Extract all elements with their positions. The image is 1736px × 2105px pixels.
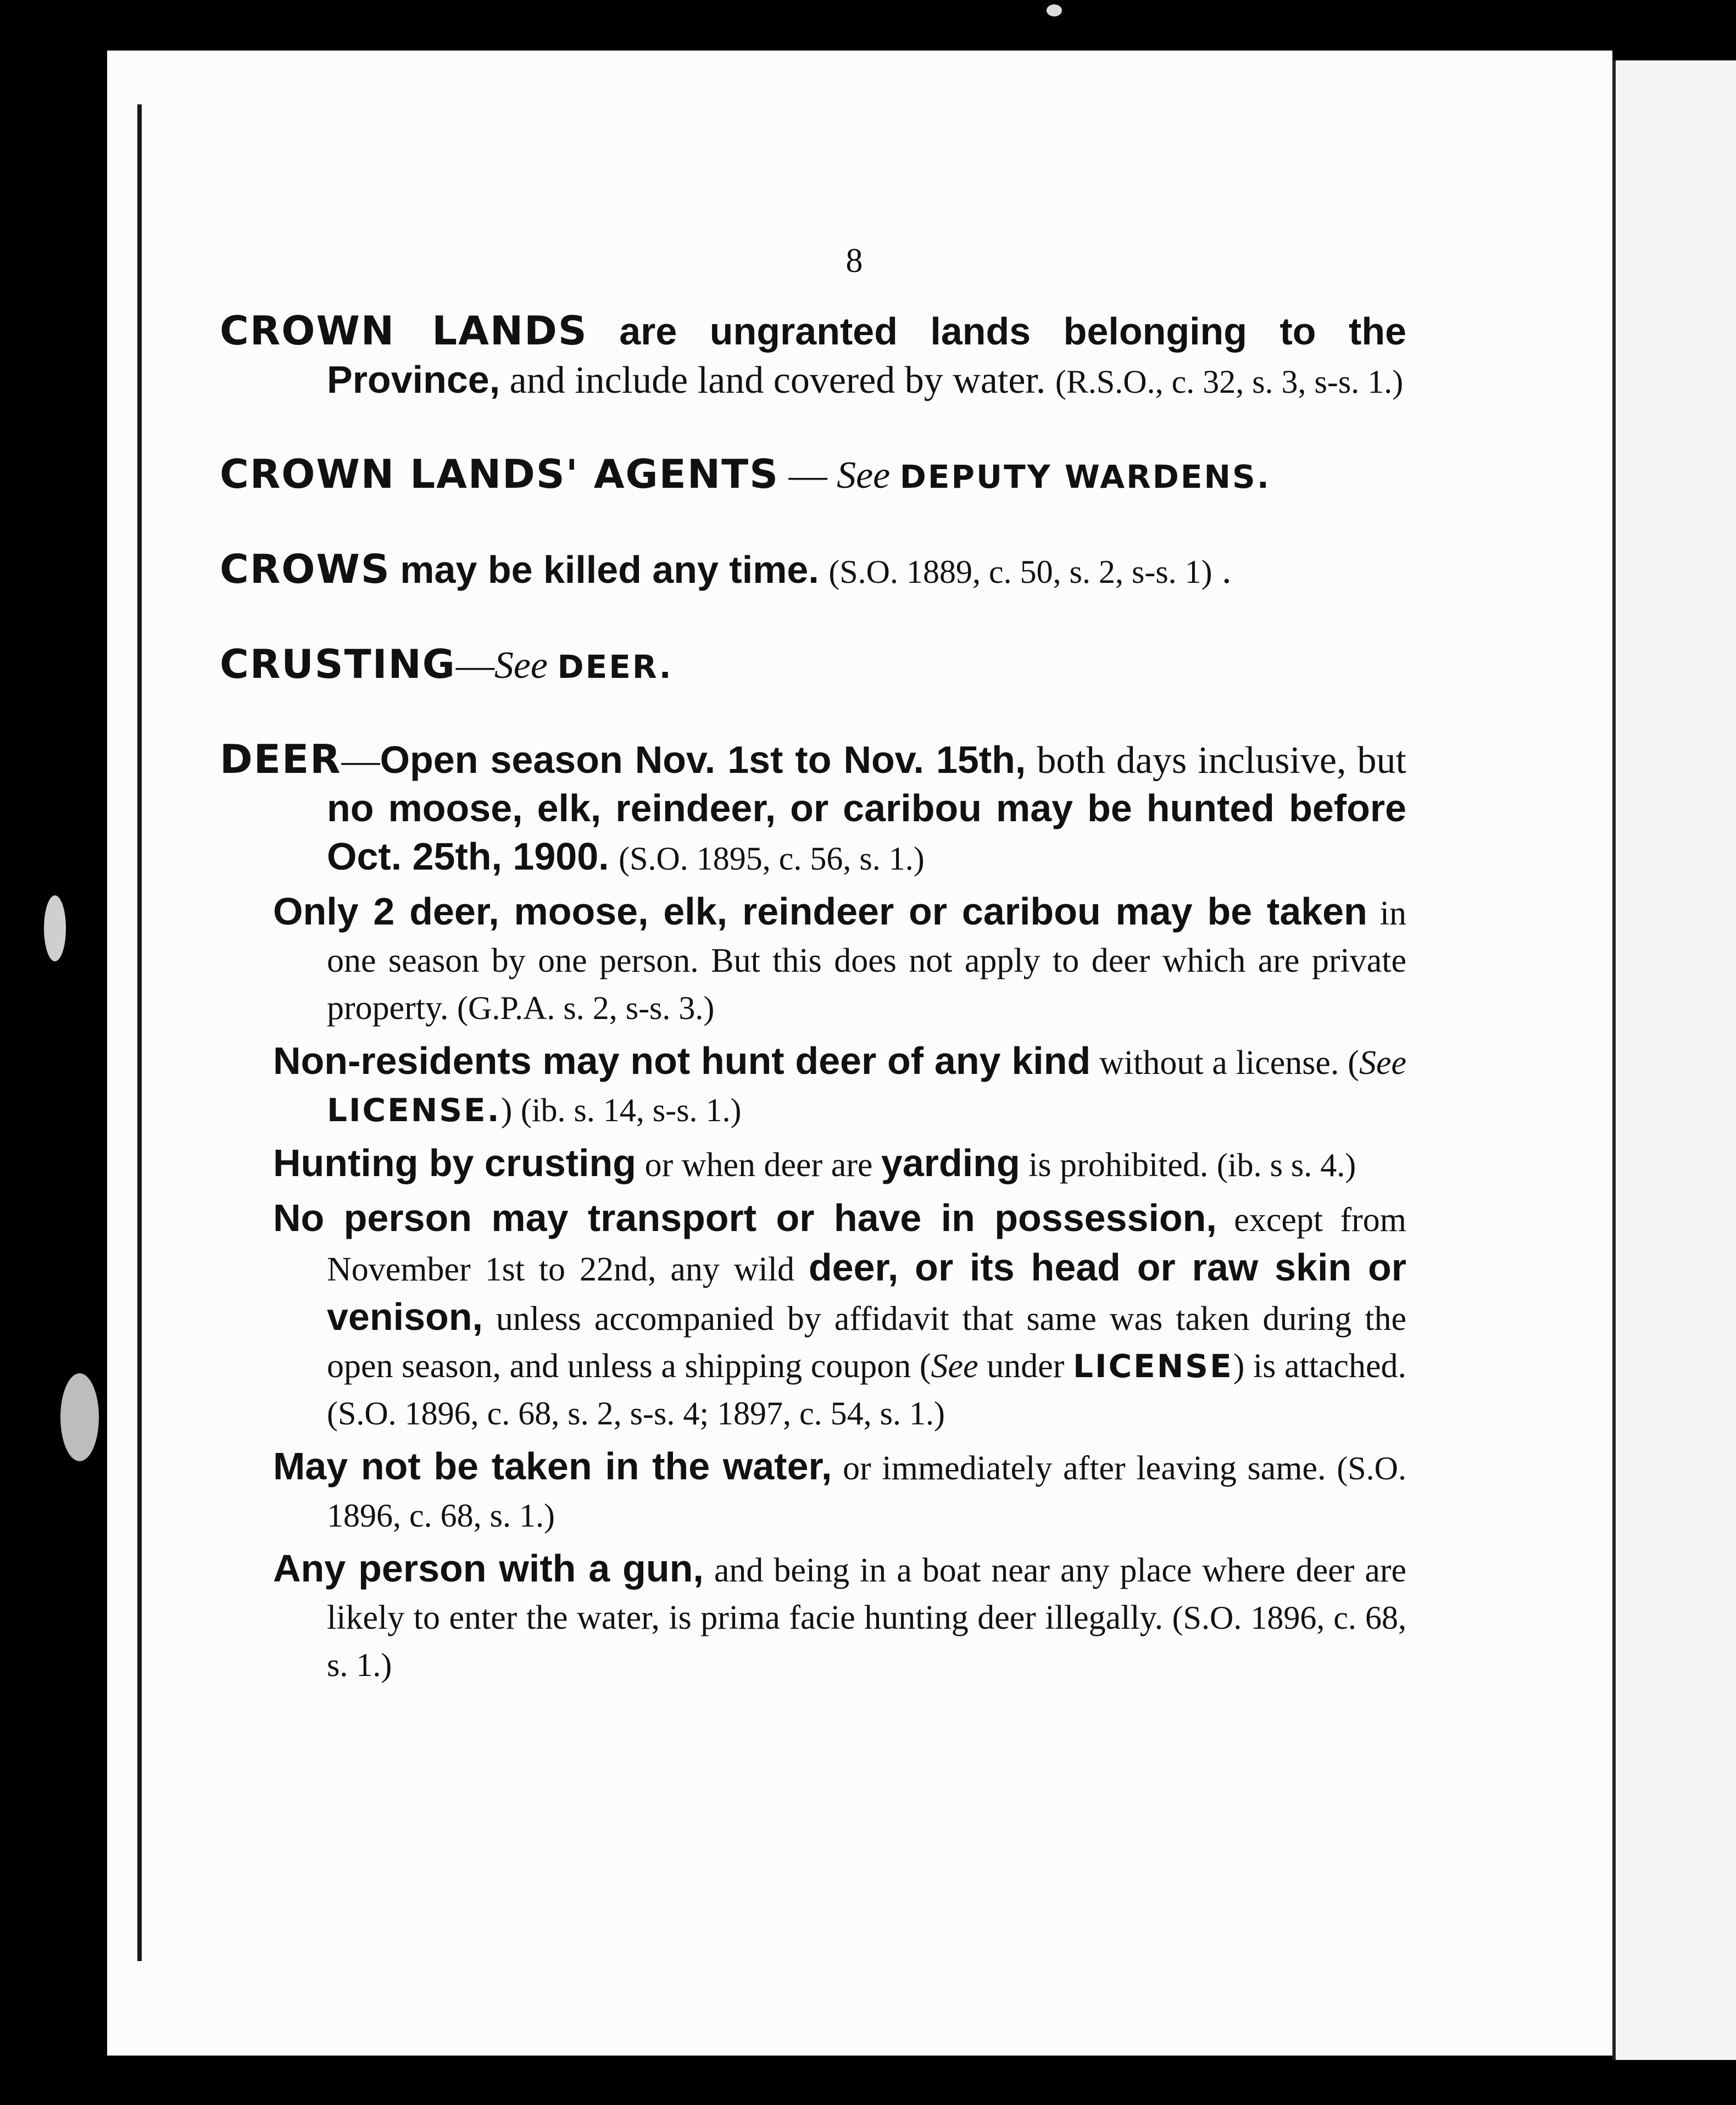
subentry-text-2: unless accompanied by affidavit that same was taken during the open season, and unless a shipping coupon <box>327 1300 1407 1385</box>
cross-reference-target: DEER. <box>557 648 673 686</box>
entry-keyword: CROWS <box>220 546 391 592</box>
statute-reference: (ib. s. 14, s-s. 1.) <box>520 1092 742 1128</box>
statute-reference: (S.O. 1896, c. 68, s. 2, s-s. 4; 1897, c. 54, s. 1.) <box>327 1395 945 1432</box>
subentry-bold-2: deer, or its head or raw skin or venison, <box>327 1246 1407 1338</box>
see-connector: under <box>987 1347 1065 1385</box>
subentry-text: and being in a boat near any place where deer are likely to enter the water, is prima facie hunting deer illegally. <box>327 1552 1406 1636</box>
entry-keyword: CRUSTING <box>220 641 456 687</box>
subentry-bold: May not be taken in the water, <box>273 1445 832 1488</box>
binding-rule <box>137 104 142 1961</box>
subentry-bold: Only 2 deer, moose, elk, reindeer or caribou may be taken <box>273 890 1367 933</box>
subentry-bold: No person may transport or have in possession, <box>273 1196 1217 1239</box>
subentry-text: in one season by one person. But this does not apply to deer which are private property. <box>327 895 1406 1027</box>
entry-bold-text: may be killed any time. <box>400 548 819 591</box>
entry-text: and include land covered by water. <box>509 359 1046 402</box>
statute-reference: (S.O. 1895, c. 56, s. 1.) <box>619 840 925 877</box>
deer-subentry <box>220 1545 1406 1689</box>
deer-subentry <box>220 888 1406 1032</box>
paren-close: ) <box>500 1092 513 1129</box>
cross-reference-target: LICENSE. <box>327 1092 501 1129</box>
deer-subentry <box>220 1037 1406 1134</box>
speck <box>44 895 66 961</box>
entry-text: both days inclusive, but <box>1037 739 1407 782</box>
entry-bold-text: Open season Nov. 1st to Nov. 15th, <box>380 738 1026 781</box>
subentry-bold: Hunting by crusting <box>273 1141 637 1184</box>
see-label: See <box>837 454 891 497</box>
subentry-text: or immediately after leaving same. <box>843 1450 1326 1487</box>
statute-reference: (S.O. 1896, c. 68, s. 1.) <box>327 1450 1407 1534</box>
entry-deer <box>220 736 1406 1689</box>
subentry-bold: Non-residents may not hunt deer of any kind <box>273 1039 1091 1082</box>
paren-open: ( <box>919 1347 931 1385</box>
entry-crown-lands <box>220 307 1406 405</box>
facing-page-edge <box>1612 60 1736 2060</box>
subentry-bold-2: yarding <box>881 1141 1020 1184</box>
statute-reference: (R.S.O., c. 32, s. 3, s-s. 1.) <box>1055 364 1404 400</box>
speck <box>1047 4 1062 16</box>
see-label: See <box>1359 1044 1406 1082</box>
statute-reference: (G.P.A. s. 2, s-s. 3.) <box>457 990 715 1026</box>
subentry-text: except from November 1st to 22nd, any wild <box>327 1201 1407 1288</box>
em-dash: — <box>788 454 827 497</box>
em-dash: — <box>455 644 494 687</box>
cross-reference-target: LICENSE <box>1073 1347 1233 1385</box>
entry-keyword: DEER <box>220 736 342 782</box>
see-label: See <box>494 644 548 687</box>
cross-reference-target: DEPUTY WARDENS. <box>899 458 1271 495</box>
deer-subentry <box>220 1194 1406 1437</box>
entry-bold-text: are ungranted lands belonging to the Province, <box>327 310 1407 401</box>
entry-keyword: CROWN LANDS' AGENTS <box>220 451 780 497</box>
subentry-text: or when deer are <box>644 1146 873 1184</box>
deer-subentry <box>220 1139 1406 1189</box>
entry-crows <box>220 545 1406 595</box>
paren-open: ( <box>1348 1044 1359 1082</box>
entry-crusting <box>220 641 1406 690</box>
page-content <box>220 242 1406 1734</box>
statute-reference: (S.O. 1896, c. 68, s. 1.) <box>327 1600 1407 1683</box>
entry-keyword: CROWN LANDS <box>220 308 588 354</box>
statute-reference: (S.O. 1889, c. 50, s. 2, s-s. 1) <box>828 554 1212 590</box>
speck <box>60 1373 99 1461</box>
page-number: 8 <box>845 242 863 280</box>
deer-subentry <box>220 1443 1406 1539</box>
subentry-text-2: is prohibited. <box>1028 1146 1209 1184</box>
trailing-mark: . <box>1222 549 1232 592</box>
subentry-text-3: is attached. <box>1253 1347 1407 1385</box>
entry-crown-lands-agents <box>220 450 1406 500</box>
em-dash: — <box>341 739 380 782</box>
subentry-text: without a license. <box>1099 1044 1339 1082</box>
paren-close: ) <box>1233 1347 1245 1385</box>
statute-reference: (ib. s s. 4.) <box>1216 1147 1356 1183</box>
subentry-bold: Any person with a gun, <box>273 1547 704 1590</box>
entry-bold-text-2: no moose, elk, reindeer, or caribou may be hunted before Oct. 25th, 1900. <box>327 787 1406 878</box>
see-label: See <box>931 1347 978 1385</box>
